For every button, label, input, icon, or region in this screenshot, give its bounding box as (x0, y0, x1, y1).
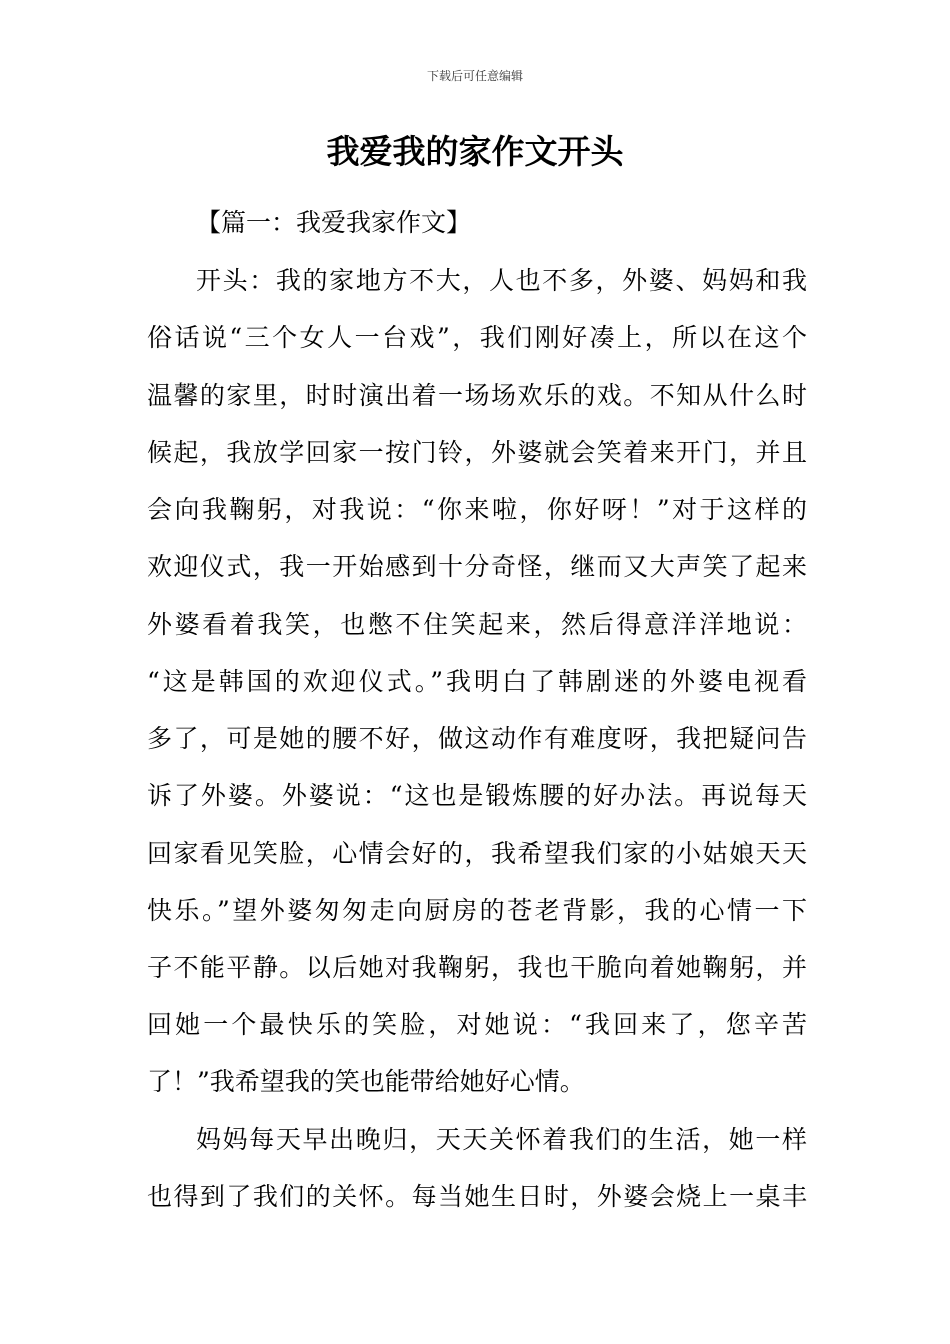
body-line: 会向我鞠躬，对我说：“你来啦，你好呀！”对于这样的 (147, 495, 807, 524)
body-line: 开头：我的家地方不大，人也不多，外婆、妈妈和我 (196, 266, 807, 295)
body-line: 欢迎仪式，我一开始感到十分奇怪，继而又大声笑了起来 (147, 552, 807, 581)
body-line: 回她一个最快乐的笑脸，对她说：“我回来了，您辛苦 (147, 1010, 807, 1039)
body-line: 子不能平静。以后她对我鞠躬，我也干脆向着她鞠躬，并 (147, 953, 807, 982)
body-line: 诉了外婆。外婆说：“这也是锻炼腰的好办法。再说每天 (147, 781, 807, 810)
body-line: 也得到了我们的关怀。每当她生日时，外婆会烧上一桌丰 (147, 1182, 807, 1211)
body-line: 温馨的家里，时时演出着一场场欢乐的戏。不知从什么时 (147, 381, 807, 410)
body-line: 妈妈每天早出晚归，天天关怀着我们的生活，她一样 (196, 1125, 807, 1154)
page-title: 我爱我的家作文开头 (326, 132, 624, 171)
body-line: 快乐。”望外婆匆匆走向厨房的苍老背影，我的心情一下 (147, 896, 807, 925)
body-line: 多了，可是她的腰不好，做这动作有难度呀，我把疑问告 (147, 724, 807, 753)
body-line: 了！”我希望我的笑也能带给她好心情。 (147, 1067, 585, 1096)
body-line: 外婆看着我笑，也憋不住笑起来，然后得意洋洋地说： (147, 610, 807, 639)
body-line: 俗话说“三个女人一台戏”，我们刚好凑上，所以在这个 (147, 323, 807, 352)
body-line: 候起，我放学回家一按门铃，外婆就会笑着来开门，并且 (147, 438, 807, 467)
header-note: 下载后可任意编辑 (426, 69, 523, 83)
body-line: 回家看见笑脸，心情会好的，我希望我们家的小姑娘天天 (147, 839, 807, 868)
body-line: “这是韩国的欢迎仪式。”我明白了韩剧迷的外婆电视看 (147, 667, 807, 696)
section-heading: 【篇一：我爱我家作文】 (196, 208, 472, 237)
